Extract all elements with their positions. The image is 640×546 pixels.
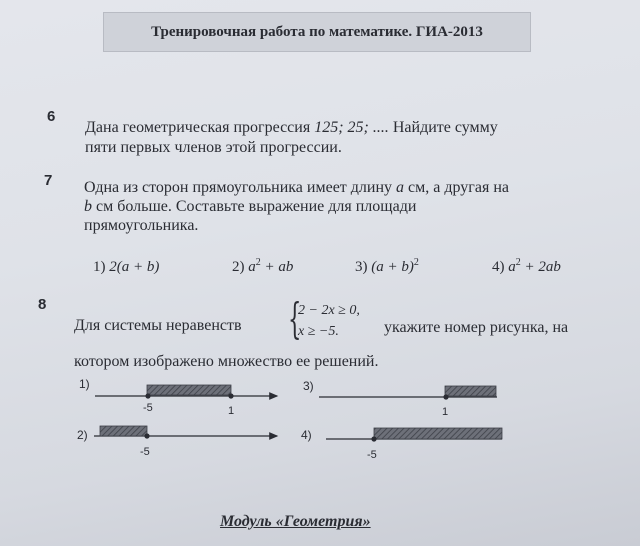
inequality-2: x ≥ −5. xyxy=(298,324,339,339)
figure-4-point xyxy=(371,436,376,441)
figure-1-shaded-region xyxy=(147,385,231,395)
task6-number: 6 xyxy=(47,108,56,125)
task8-line2: котором изображено множество ее решений. xyxy=(74,353,379,370)
option-base: a xyxy=(248,259,256,275)
figure-3-tick: 1 xyxy=(442,406,449,418)
option-base: a xyxy=(508,259,516,275)
figure-1-tick-a: -5 xyxy=(143,402,153,414)
option-rest: + 2ab xyxy=(524,259,561,275)
task7-var-b: b xyxy=(84,198,92,215)
task7-var-a: a xyxy=(396,179,405,196)
option-expr: 2(a + b) xyxy=(109,259,160,275)
figure-1-point-a xyxy=(145,393,150,398)
option-exponent: 2 xyxy=(413,257,419,268)
figure-3-label: 3) xyxy=(303,379,314,393)
task7-line3: прямоугольника. xyxy=(84,217,199,234)
task7-text-c: см больше. Составьте выражение для площади xyxy=(96,198,417,215)
option-label: 4) xyxy=(492,259,505,275)
figure-2-shaded-region xyxy=(100,426,147,436)
option-exponent: 2 xyxy=(255,257,261,268)
figure-4[interactable] xyxy=(301,428,502,461)
task6-text-a: Дана геометрическая прогрессия xyxy=(85,119,311,136)
figure-2-label: 2) xyxy=(77,428,88,442)
figure-4-shaded-region xyxy=(374,428,502,439)
task6-text-b: Найдите сумму xyxy=(392,119,498,136)
figure-1-tick-b: 1 xyxy=(228,405,235,417)
option-label: 3) xyxy=(355,259,368,275)
option-exponent: 2 xyxy=(515,257,521,268)
task8-intro: Для системы неравенств xyxy=(74,317,242,334)
task8-after: укажите номер рисунка, на xyxy=(384,319,569,336)
task7-text-b: см, а другая на xyxy=(408,179,509,196)
figure-3[interactable] xyxy=(303,379,497,418)
task6-line2: пяти первых членов этой прогрессии. xyxy=(85,139,342,156)
task8-number: 8 xyxy=(38,296,47,313)
option-rest: + ab xyxy=(264,259,294,275)
figure-2-tick: -5 xyxy=(140,446,150,458)
figure-3-shaded-region xyxy=(445,386,496,396)
figure-1-label: 1) xyxy=(79,377,90,391)
task6-sequence: 125; 25; .... xyxy=(314,119,389,136)
option-base: (a + b) xyxy=(371,259,414,275)
inequality-1: 2 − 2x ≥ 0, xyxy=(298,303,360,318)
task7-number: 7 xyxy=(44,172,53,189)
figure-1[interactable] xyxy=(79,377,277,417)
figure-4-label: 4) xyxy=(301,428,312,442)
figure-4-tick: -5 xyxy=(367,449,377,461)
module-footer: Модуль «Геометрия» xyxy=(220,513,371,530)
option-label: 2) xyxy=(232,259,245,275)
page-title: Тренировочная работа по математике. ГИА-2013 xyxy=(103,12,531,52)
task7-text-a: Одна из сторон прямоугольника имеет длину xyxy=(84,179,393,196)
system-brace: { xyxy=(288,294,302,343)
figure-1-point-b xyxy=(228,393,233,398)
figure-3-point xyxy=(443,394,448,399)
option-label: 1) xyxy=(93,259,106,275)
figure-2-point xyxy=(144,433,149,438)
figure-2[interactable] xyxy=(77,426,277,458)
